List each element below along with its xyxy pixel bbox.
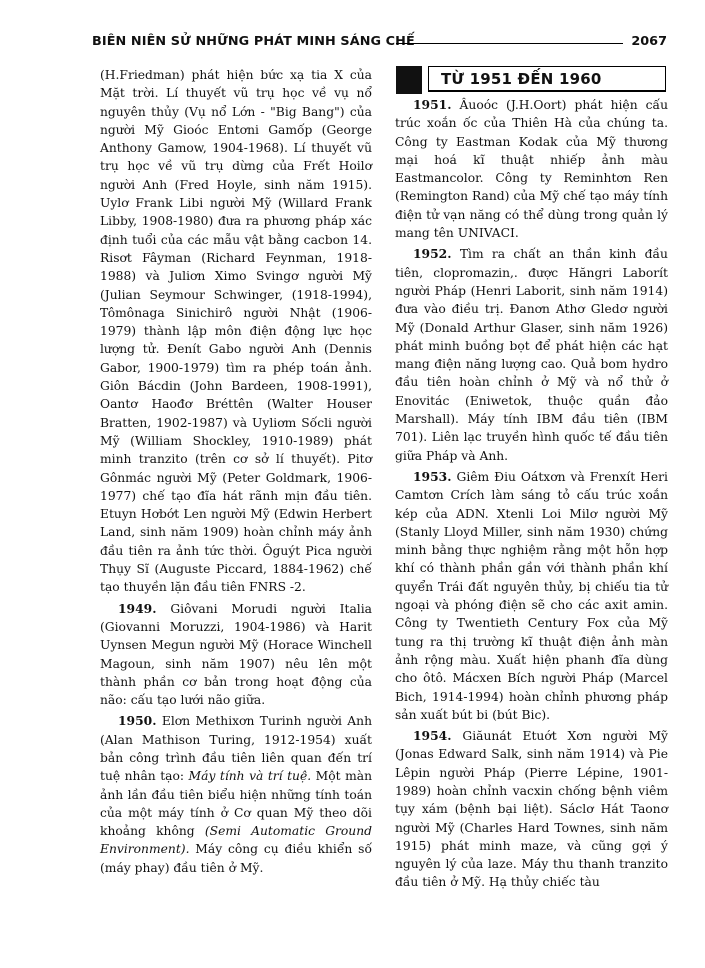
page-number: 2067 bbox=[631, 34, 667, 49]
entry-1952-text: Tìm ra chất an thần kinh đầu tiên, clopromazin,. được Hăngri Laborít người Pháp (Henri Laborit, sinh năm 1914) đưa vào điều trị. Đanơn Athơ Gledơ người Mỹ (Donald Arthur Glaser, sinh năm 1926) phát minh buồng bọt để phát hiện các hạt mang điện năng lượng cao. Quả bom hydro đầu tiên hoàn chỉnh ở Mỹ và nổ thử ở Enovitác (Eniwetok, thuộc quần đảo Marshall). Máy tính IBM đầu tiên (IBM 701). Liên lạc truyền hình quốc tế đầu tiên giữa Pháp và Anh. bbox=[395, 247, 668, 463]
heading-marker bbox=[396, 66, 422, 94]
header-rule bbox=[396, 43, 623, 44]
year-label-1951: 1951. bbox=[413, 97, 452, 112]
entry-1953 bbox=[395, 468, 668, 724]
year-label-1950: 1950. bbox=[118, 713, 157, 729]
year-label-1952: 1952. bbox=[413, 246, 452, 262]
entry-1950-text-a: Elơn Methixơn Turinh người Anh (Alan Mathison Turing, 1912-1954) xuất bản công trình đầu tiên liên quan đến trí tuệ nhân tạo: bbox=[100, 714, 372, 784]
section-heading-text: TỪ 1951 ĐẾN 1960 bbox=[441, 70, 602, 88]
entry-1950-text-b: Một màn ảnh lần đầu tiên biểu hiện những tính toán của một máy tính ở Cơ quan Mỹ theo dõi khoảng không bbox=[100, 769, 372, 839]
entry-1950-system-name: (Semi Automatic Ground Environment). bbox=[100, 824, 373, 857]
entry-1951 bbox=[395, 96, 668, 242]
entry-1953-text: Giêm Điu Oátxơn và Frenxít Heri Camtơn Crích làm sáng tỏ cấu trúc xoắn kép của ADN. Xtenli Loi Milơ người Mỹ (Stanly Lloyd Miller, sinh năm 1930) chứng minh bằng thực nghiệm rằng một hỗn hợp khí có thành phần gần với thành phần khí quyển Trái đất nguyên thủy, bị chiếu tia tử ngoại và phóng điện sẽ cho các axit amin. Công ty Twentieth Century Fox của Mỹ tung ra thị trường kĩ thuật điện ảnh màn ảnh rộng màu. Xuất hiện phanh đĩa dùng cho ôtô. Mácxen Bích người Pháp (Marcel Bich, 1914-1994) hoàn chỉnh phương pháp sản xuất bút bi (bút Bic). bbox=[395, 469, 668, 722]
entry-1949-text: Giôvani Morudi người Italia (Giovanni Moruzzi, 1904-1986) và Harit Uynsen Megun người Mỹ (Horace Winchell Magoun, sinh năm 1907) nêu lên một thành phần cơ bản trong hoạt động của não: cấu tạo lưới não giữa. bbox=[100, 601, 372, 708]
entry-1951-text: Âuoóc (J.H.Oort) phát hiện cấu trúc xoắn ốc của Thiên Hà của chúng ta. Công ty Eastman Kodak của Mỹ thương mại hoá kĩ thuật nhiếp ảnh màu Eastmancolor. Công ty Reminhtơn Ren (Remington Rand) của Mỹ chế tạo máy tính điện tử vạn năng có thể dùng trong quản lý mang tên UNIVACI. bbox=[395, 98, 668, 241]
right-column bbox=[395, 96, 668, 892]
section-heading bbox=[396, 66, 668, 96]
entry-1954 bbox=[395, 727, 668, 892]
entry-1952 bbox=[395, 245, 668, 465]
entry-1950-text-c: Máy công cụ điều khiển số (máy phay) đầu tiên ở Mỹ. bbox=[100, 842, 372, 875]
running-header-title: BIÊN NIÊN SỬ NHỮNG PHÁT MINH SÁNG CHẾ bbox=[92, 34, 415, 49]
intro-paragraph: (H.Friedman) phát hiện bức xạ tia X của Mặt trời. Lí thuyết vũ trụ học về vụ nổ nguyên thủy (Vụ nổ Lớn - "Big Bang") của người Mỹ Gioóc Entơni Gamốp (George Anthony Gamow, 1904-1968). Lí thuyết vũ trụ học về vũ trụ dừng của Frết Hoilơ người Anh (Fred Hoyle, sinh năm 1915). Uylơ Frank Libi người Mỹ (Willard Frank Libby, 1908-1980) đưa ra phương pháp xác định tuổi của các mẫu vật bằng cacbon 14. Risơt Fâyman (Richard Feynman, 1918-1988) và Juliơn Ximo Svingơ người Mỹ (Julian Seymour Schwinger, (1918-1994), Tômônaga Sinichirô người Nhật (1906-1979) thành lập môn điện động lực học lượng tử. Đenít Gabo người Anh (Dennis Gabor, 1900-1979) tìm ra phép toán ảnh. Giôn Bácdin (John Bardeen, 1908-1991), Oantơ Haođơ Bréttên (Walter Houser Bratten, 1902-1987) và Uyliơm Sốcli người Mỹ (William Shockley, 1910-1989) phát minh tranzito (trên cơ sở lí thuyết). Pitơ Gônmác người Mỹ (Peter Goldmark, 1906-1977) chế tạo đĩa hát rãnh mịn đầu tiên. Etuyn Hơbớt Len người Mỹ (Edwin Herbert Land, sinh năm 1909) hoàn chỉnh máy ảnh đầu tiên ra ảnh tức thời. Ôguýt Pica người Thụy Sĩ (Auguste Piccard, 1884-1962) chế tạo thuyền lặn đầu tiên FNRS -2. bbox=[100, 68, 372, 595]
entry-1954-text: Giăunát Etuớt Xơn người Mỹ (Jonas Edward Salk, sinh năm 1914) và Pie Lêpin người Pháp (Pierre Lépine, 1901-1989) hoàn chỉnh vacxin chống bệnh viêm tụy xám (bệnh bại liệt). Sáclơ Hát Taonơ người Mỹ (Charles Hard Townes, sinh năm 1915) phát minh maze, và cũng gợi ý nguyên lý của laze. Máy thu thanh tranzito đầu tiên ở Mỹ. Hạ thủy chiếc tàu bbox=[395, 729, 668, 890]
running-header bbox=[92, 32, 667, 56]
entry-1949 bbox=[100, 600, 372, 710]
year-label-1949: 1949. bbox=[118, 600, 157, 616]
year-label-1953: 1953. bbox=[413, 468, 452, 484]
left-column bbox=[100, 66, 372, 877]
entry-1950 bbox=[100, 712, 372, 877]
heading-box bbox=[428, 66, 666, 92]
entry-1950-title: Máy tính và trí tuệ. bbox=[188, 769, 312, 784]
year-label-1954: 1954. bbox=[413, 728, 452, 744]
